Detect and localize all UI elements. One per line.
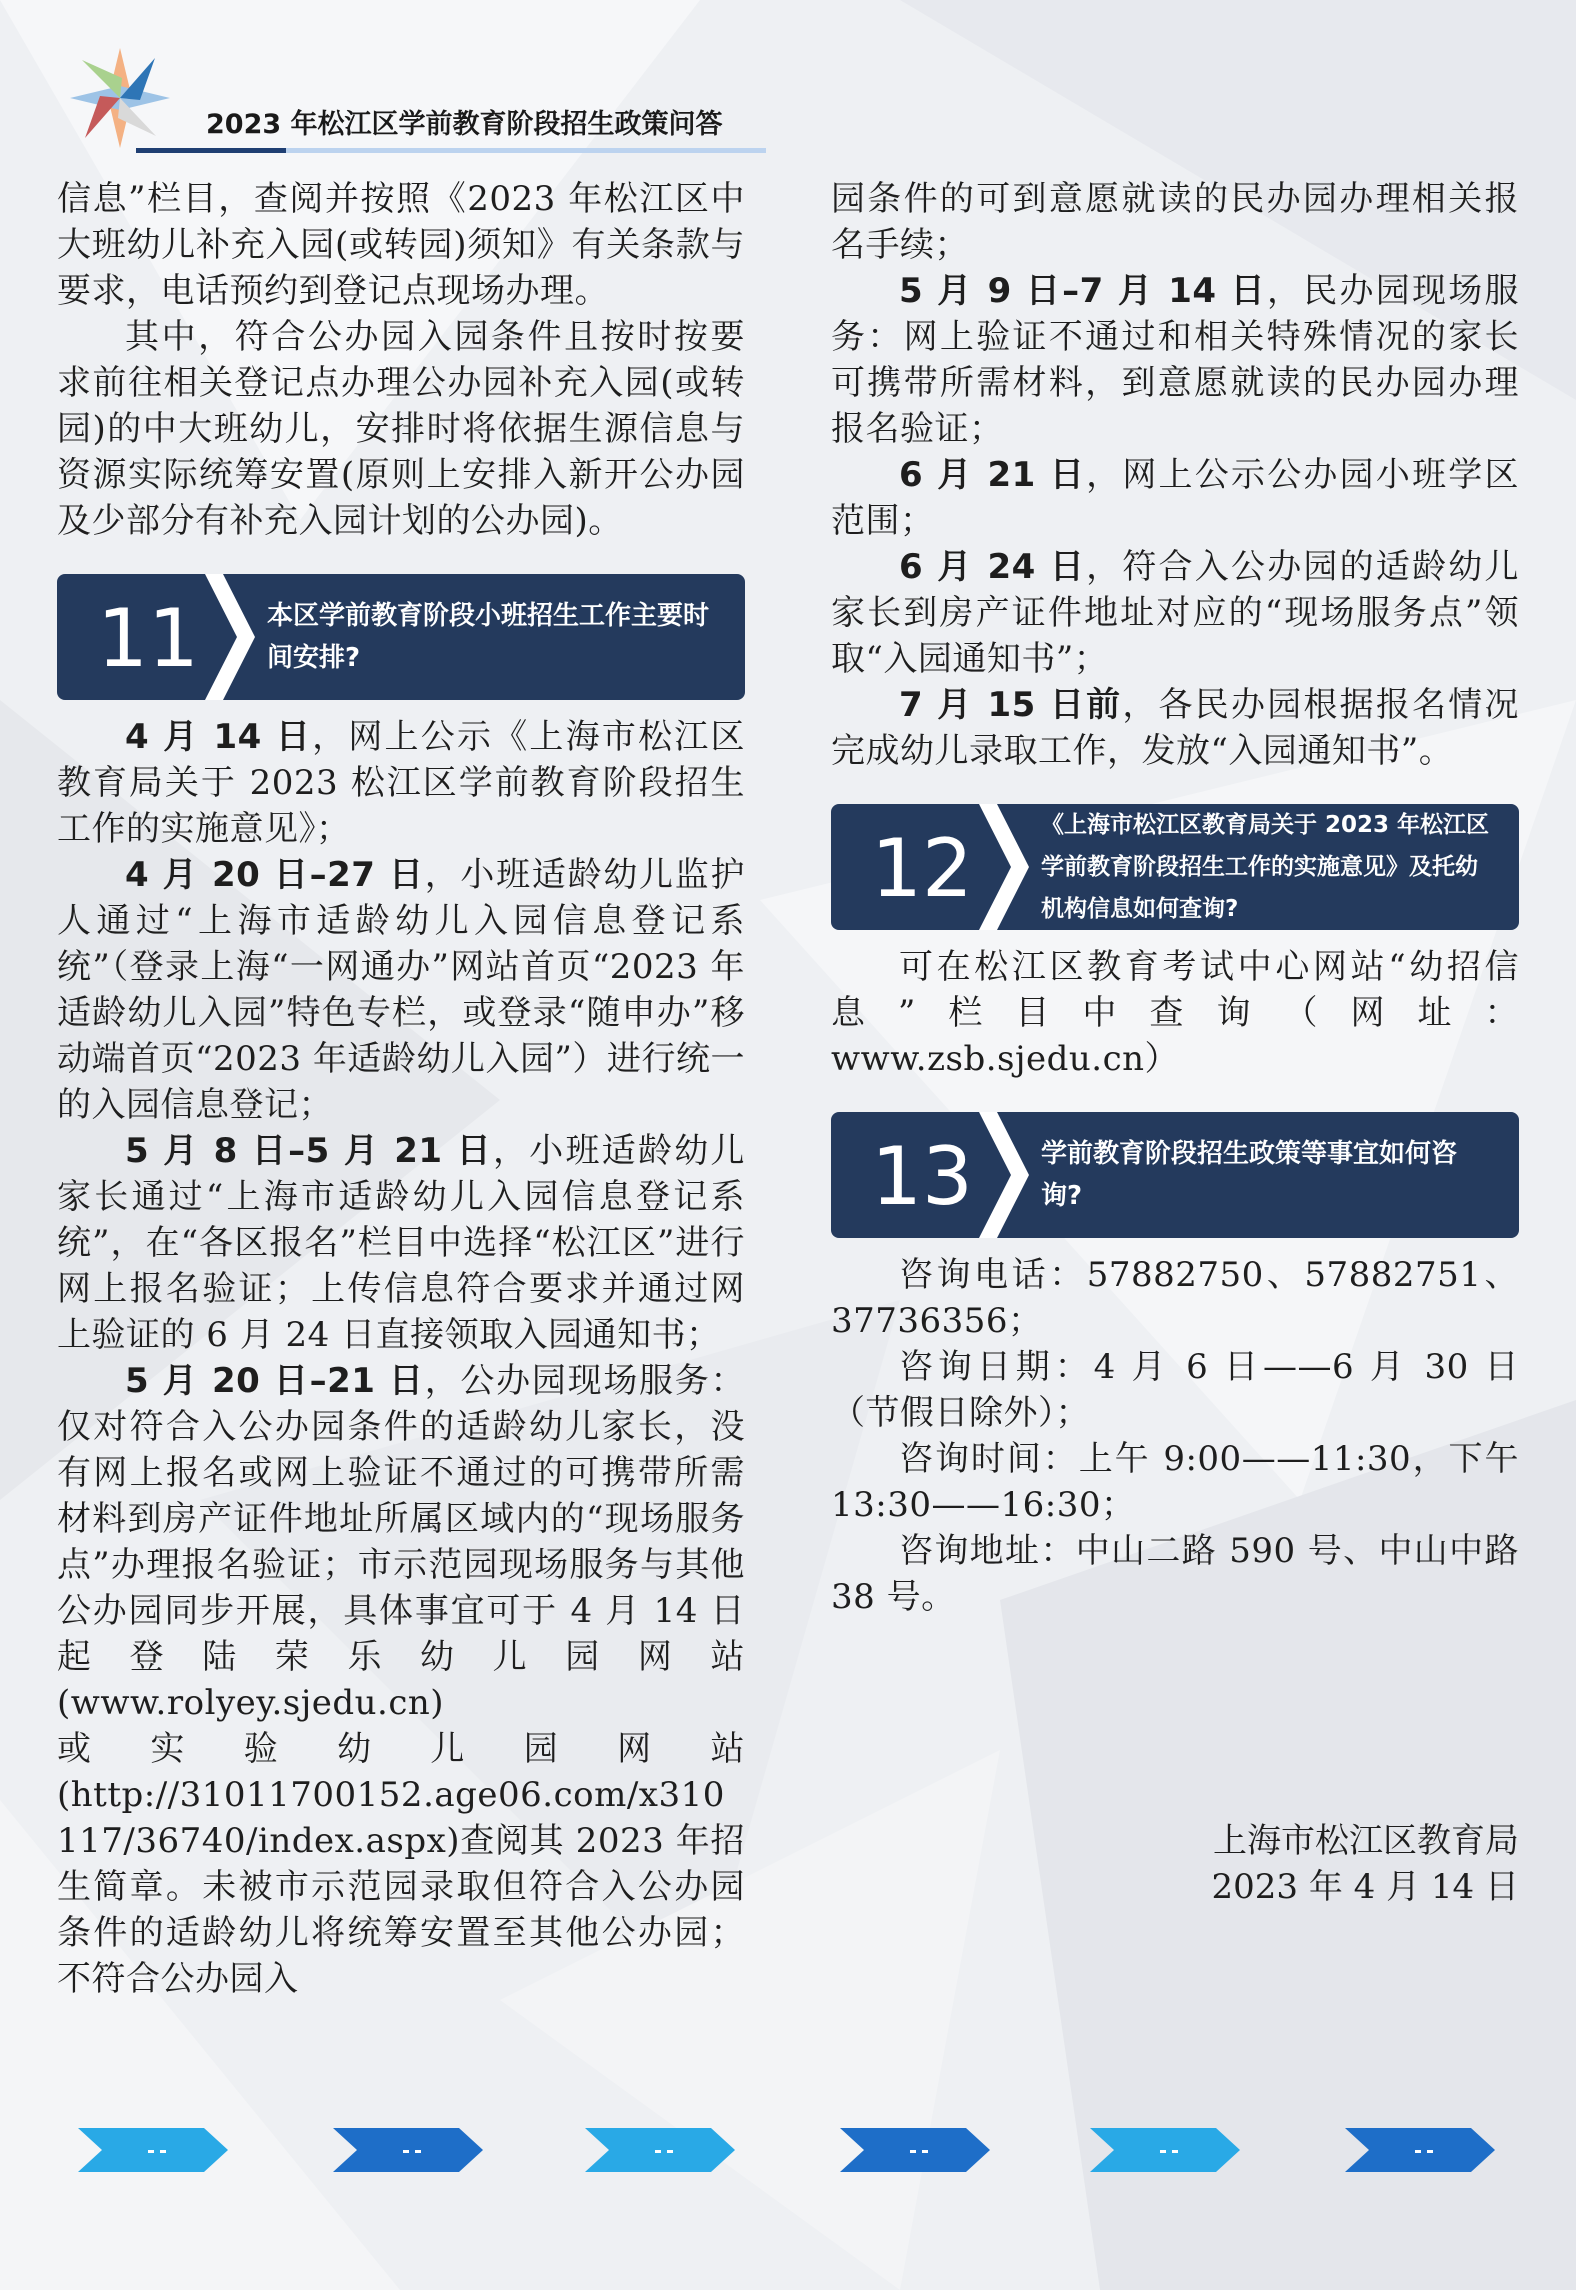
header-divider-dark [136, 148, 286, 153]
contact-address: 咨询地址：中山二路 590 号、中山中路 38 号。 [831, 1531, 1519, 1617]
schedule-text-spread: 或实验幼儿园网站 [57, 1729, 745, 1769]
schedule-item [831, 268, 1519, 452]
paragraph-continuation: 园条件的可到意愿就读的民办园办理相关报名手续； [831, 179, 1519, 265]
schedule-item [57, 1358, 745, 1726]
contact-hours: 咨询时间：上午 9:00——11:30，下午 13:30——16:30； [831, 1439, 1519, 1525]
signature-org: 上海市松江区教育局 [1213, 1821, 1519, 1861]
question-text: 《上海市松江区教育局关于 2023 年松江区学前教育阶段招生工作的实施意见》及托幼机构信息如何查询? [1041, 812, 1490, 922]
question-number: 11 [97, 592, 199, 685]
schedule-text: ，小班适龄幼儿监护人通过“上海市适龄幼儿入园信息登记系统”（登录上海“一网通办”网站首页“2023 年适龄幼儿入园”特色专栏，或登录“随申办”移动端首页“2023 年适龄幼儿入园”）进行统一的入园信息登记； [57, 855, 745, 1125]
schedule-item [831, 682, 1519, 774]
schedule-text: ，各民办园根据报名情况完成幼儿录取工作，发放“入园通知书”。 [831, 685, 1520, 771]
schedule-text: ，网上公示《上海市松江区教育局关于 2023 松江区学前教育阶段招生工作的实施意见》； [57, 717, 746, 849]
chevron-right-icon [979, 804, 1029, 930]
chevron-right-icon [979, 1112, 1029, 1238]
schedule-item [57, 852, 745, 1128]
question-number: 13 [871, 1130, 973, 1223]
left-column [57, 176, 745, 2002]
schedule-item [57, 714, 745, 852]
schedule-item [831, 544, 1519, 682]
schedule-text: ，民办园现场服务：网上验证不通过和相关特殊情况的家长可携带所需材料，到意愿就读的民办园办理报名验证； [831, 271, 1520, 449]
schedule-date: 6 月 24 日 [899, 547, 1087, 587]
header-title: 2023 年松江区学前教育阶段招生政策问答 [206, 109, 723, 140]
schedule-text: ，符合入公办园的适龄幼儿家长到房产证件地址对应的“现场服务点”领取“入园通知书”； [831, 547, 1520, 679]
schedule-date: 5 月 8 日–5 月 21 日 [125, 1131, 493, 1171]
contact-dates: 咨询日期：4 月 6 日——6 月 30 日（节假日除外）； [831, 1347, 1519, 1433]
question-banner-13 [831, 1112, 1519, 1238]
schedule-item [57, 1128, 745, 1358]
logo-icon [60, 38, 180, 158]
question-banner-12 [831, 804, 1519, 930]
question-text: 本区学前教育阶段小班招生工作主要时间安排? [267, 601, 710, 673]
paragraph-continuation: 信息”栏目，查阅并按照《2023 年松江区中大班幼儿补充入园(或转园)须知》有关条款与要求，电话预约到登记点现场办理。 [57, 179, 745, 311]
question-banner-11 [57, 574, 745, 700]
signature-date: 2023 年 4 月 14 日 [1211, 1867, 1519, 1907]
schedule-text-tail: (http://31011700152.age06.com/x310117/36740/index.aspx)查阅其 2023 年招生简章。未被市示范园录取但符合入公办园条件的适龄幼儿将统筹安置至其他公办园；不符合公办园入 [57, 1775, 745, 1999]
paragraph-placement: 其中，符合公办园入园条件且按时按要求前往相关登记点办理公办园补充入园(或转园)的中大班幼儿，安排时将依据生源信息与资源实际统筹安置(原则上安排入新开公办园及少部分有补充入园计划的公办园)。 [57, 317, 745, 541]
schedule-text: ，公办园现场服务：仅对符合入公办园条件的适龄幼儿家长，没有网上报名或网上验证不通过的可携带所需材料到房产证件地址所属区域内的“现场服务点”办理报名验证；市示范园现场服务与其他公办园同步开展，具体事宜可于 4 月 14 日起登陆荣乐幼儿园网站(www.rolyey.sjedu.cn) [57, 1361, 745, 1723]
header-divider-light [286, 148, 766, 153]
schedule-text: ，小班适龄幼儿家长通过“上海市适龄幼儿入园信息登记系统”，在“各区报名”栏目中选择“松江区”进行网上报名验证；上传信息符合要求并通过网上验证的 6 月 24 日直接领取入园通知书； [57, 1131, 746, 1355]
schedule-date: 4 月 20 日–27 日 [125, 855, 425, 895]
schedule-date: 4 月 14 日 [125, 717, 313, 757]
arrow-right-icon [333, 2128, 483, 2172]
schedule-date: 7 月 15 日前 [899, 685, 1123, 725]
arrow-right-icon [1090, 2128, 1240, 2172]
arrow-right-icon [78, 2128, 228, 2172]
answer-text: 可在松江区教育考试中心网站“幼招信息”栏目中查询（网址：www.zsb.sjedu.cn） [831, 947, 1519, 1079]
question-number: 12 [871, 822, 973, 915]
schedule-date: 6 月 21 日 [899, 455, 1087, 495]
schedule-date: 5 月 9 日–7 月 14 日 [899, 271, 1267, 311]
signature-block [1212, 1818, 1519, 1910]
arrow-right-icon [1345, 2128, 1495, 2172]
schedule-date: 5 月 20 日–21 日 [125, 1361, 425, 1401]
schedule-item [831, 452, 1519, 544]
arrow-right-icon [840, 2128, 990, 2172]
arrow-right-icon [585, 2128, 735, 2172]
schedule-text: ，网上公示公办园小班学区范围； [831, 455, 1520, 541]
contact-phone: 咨询电话：57882750、57882751、37736356； [831, 1255, 1519, 1341]
right-column [831, 176, 1519, 1620]
question-text: 学前教育阶段招生政策等事宜如何咨询? [1041, 1139, 1458, 1211]
chevron-right-icon [205, 574, 255, 700]
